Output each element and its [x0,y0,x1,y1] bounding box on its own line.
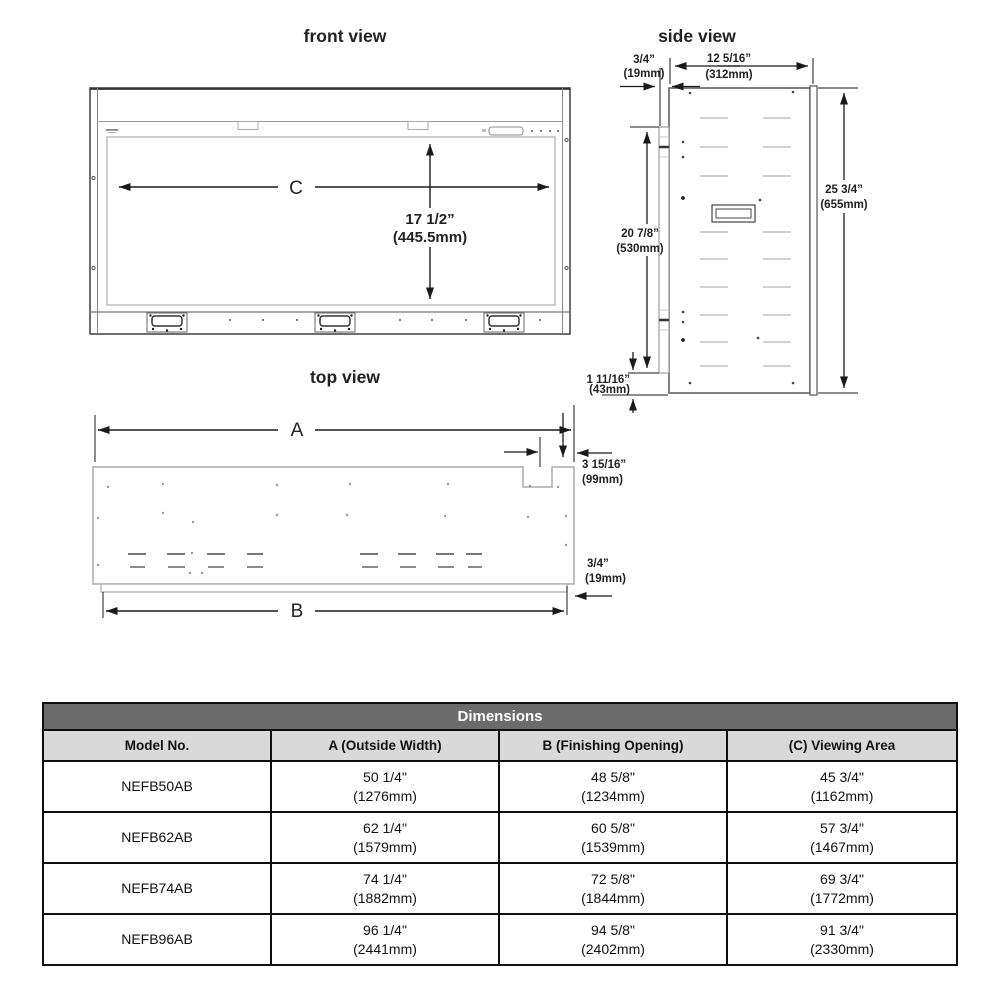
table-row [44,915,956,964]
column-header-b: B (Finishing Opening) [500,731,728,760]
control-indicator [482,129,486,132]
a-mm: (1276mm) [353,787,417,804]
b-value [500,813,728,862]
dim-flange-depth-in: 3/4” [587,558,609,570]
b-value [500,762,728,811]
dim-viewing-height-in: 17 1/2” [405,211,455,228]
table-row [44,864,956,915]
b-inches: 94 5/8" [591,921,635,938]
dim-front-depth-in: 3/4” [633,54,655,66]
dim-front-depth-mm: (19mm) [623,68,665,80]
b-inches: 48 5/8" [591,768,635,785]
dim-overall-height-mm: (655mm) [820,199,868,211]
a-value [272,762,500,811]
b-inches: 60 5/8" [591,819,635,836]
front-view-outline [90,88,570,334]
dimensions-table-header [44,731,956,762]
dim-rear-height-mm: (530mm) [616,243,664,255]
model-number [44,813,272,862]
dim-outside-width [95,405,574,462]
dim-bottom-offset-in: 1 11/16” [586,374,630,386]
table-row [44,813,956,864]
c-inches: 69 3/4" [820,870,864,887]
a-value [272,864,500,913]
dim-top-depth-in: 12 5/16” [706,53,752,65]
dimensions-table [42,702,958,966]
side-view-outline [659,86,817,395]
model-number [44,762,272,811]
b-mm: (2402mm) [581,940,645,957]
model-number [44,915,272,964]
c-value [728,915,956,964]
top-view-title: top view [309,367,381,387]
junction-box [712,205,755,222]
a-mm: (1882mm) [353,889,417,906]
c-inches: 91 3/4" [820,921,864,938]
front-view-title: front view [303,26,387,46]
dim-bottom-offset-mm: (43mm) [589,384,630,396]
column-header-model: Model No. [44,731,272,760]
model-text: NEFB50AB [121,778,193,794]
a-inches: 62 1/4" [363,819,407,836]
c-inches: 45 3/4" [820,768,864,785]
dim-viewing-height-mm: (445.5mm) [392,229,468,246]
b-value [500,864,728,913]
c-mm: (1467mm) [810,838,874,855]
dim-cutout-offset-mm: (99mm) [582,474,623,486]
dim-outside-width-label: A [290,420,304,441]
b-value [500,915,728,964]
c-mm: (2330mm) [810,940,874,957]
a-inches: 74 1/4" [363,870,407,887]
model-text: NEFB74AB [121,880,193,896]
top-view-outline [93,467,574,592]
dim-viewing-width-label: C [289,178,303,199]
dim-flange-depth [567,586,612,615]
model-text: NEFB96AB [121,931,193,947]
side-view-title: side view [658,26,736,46]
table-row [44,762,956,813]
dimensions-table-title: Dimensions [44,704,956,731]
dim-cutout-offset-in: 3 15/16” [582,459,627,471]
model-text: NEFB62AB [121,829,193,845]
column-header-a: A (Outside Width) [272,731,500,760]
model-number [44,864,272,913]
a-inches: 50 1/4" [363,768,407,785]
a-mm: (1579mm) [353,838,417,855]
dim-overall-height-in: 25 3/4” [825,184,863,196]
a-inches: 96 1/4" [363,921,407,938]
column-header-c: (C) Viewing Area [788,738,896,753]
b-inches: 72 5/8" [591,870,635,887]
c-value [728,762,956,811]
c-mm: (1772mm) [810,889,874,906]
a-mm: (2441mm) [353,940,417,957]
a-value [272,813,500,862]
dim-finishing-opening [103,592,564,618]
top-view [93,367,626,622]
dim-finishing-opening-label: B [290,601,304,622]
c-mm: (1162mm) [810,787,874,804]
front-view [90,26,570,334]
a-value [272,915,500,964]
c-value [728,813,956,862]
b-mm: (1539mm) [581,838,645,855]
b-mm: (1844mm) [581,889,645,906]
b-mm: (1234mm) [581,787,645,804]
c-value [728,864,956,913]
c-inches: 57 3/4" [820,819,864,836]
dim-top-depth-mm: (312mm) [705,69,753,81]
control-display [489,127,523,135]
dim-rear-height-in: 20 7/8” [621,228,659,240]
dim-overall-height [818,88,858,393]
side-view [587,26,868,413]
dim-flange-depth-mm: (19mm) [585,573,626,585]
